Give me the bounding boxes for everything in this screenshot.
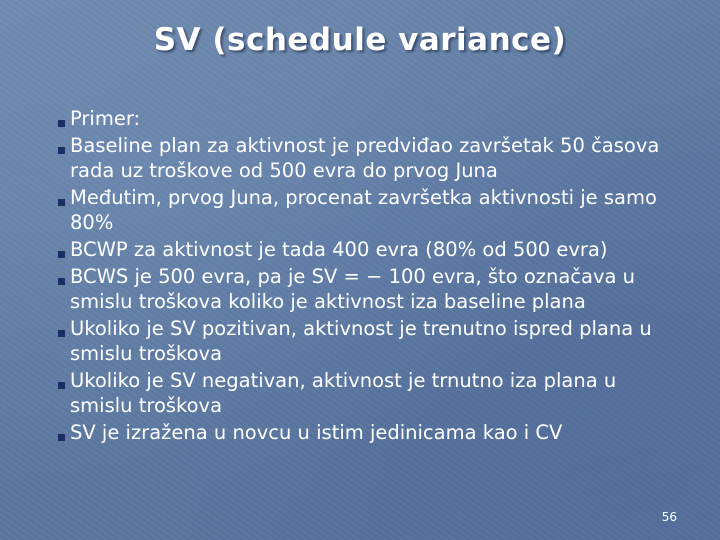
bullet-text: Ukoliko je SV negativan, aktivnost je trnutno iza plana u smislu troškova: [70, 369, 617, 417]
square-bullet-icon: [58, 199, 65, 206]
square-bullet-icon: [58, 251, 65, 258]
list-item: [58, 106, 678, 131]
square-bullet-icon: [58, 434, 65, 441]
list-item: [58, 420, 678, 445]
square-bullet-icon: [58, 382, 65, 389]
bullet-text: Međutim, prvog Juna, procenat završetka aktivnosti je samo 80%: [70, 186, 657, 234]
list-item: [58, 185, 678, 235]
square-bullet-icon: [58, 120, 65, 127]
list-item: [58, 237, 678, 262]
square-bullet-icon: [58, 147, 65, 154]
list-item: [58, 133, 678, 183]
square-bullet-icon: [58, 330, 65, 337]
bullet-text: BCWP za aktivnost je tada 400 evra (80% od 500 evra): [70, 238, 608, 261]
square-bullet-icon: [58, 278, 65, 285]
list-item: [58, 264, 678, 314]
bullet-text: Ukoliko je SV pozitivan, aktivnost je trenutno ispred plana u smislu troškova: [70, 317, 652, 365]
list-item: [58, 368, 678, 418]
bullet-text: Primer:: [70, 107, 141, 130]
list-item: [58, 316, 678, 366]
bullet-text: Baseline plan za aktivnost je predviđao završetak 50 časova rada uz troškove od 500 evra do prvog Juna: [70, 134, 660, 182]
slide-title: SV (schedule variance): [153, 22, 567, 58]
bullet-text: BCWS je 500 evra, pa je SV = − 100 evra, što označava u smislu troškova koliko je aktivnost iza baseline plana: [70, 265, 636, 313]
bullet-text: SV je izražena u novcu u istim jedinicama kao i CV: [70, 421, 563, 444]
bullet-list: [58, 106, 678, 447]
page-number: 56: [661, 510, 677, 524]
